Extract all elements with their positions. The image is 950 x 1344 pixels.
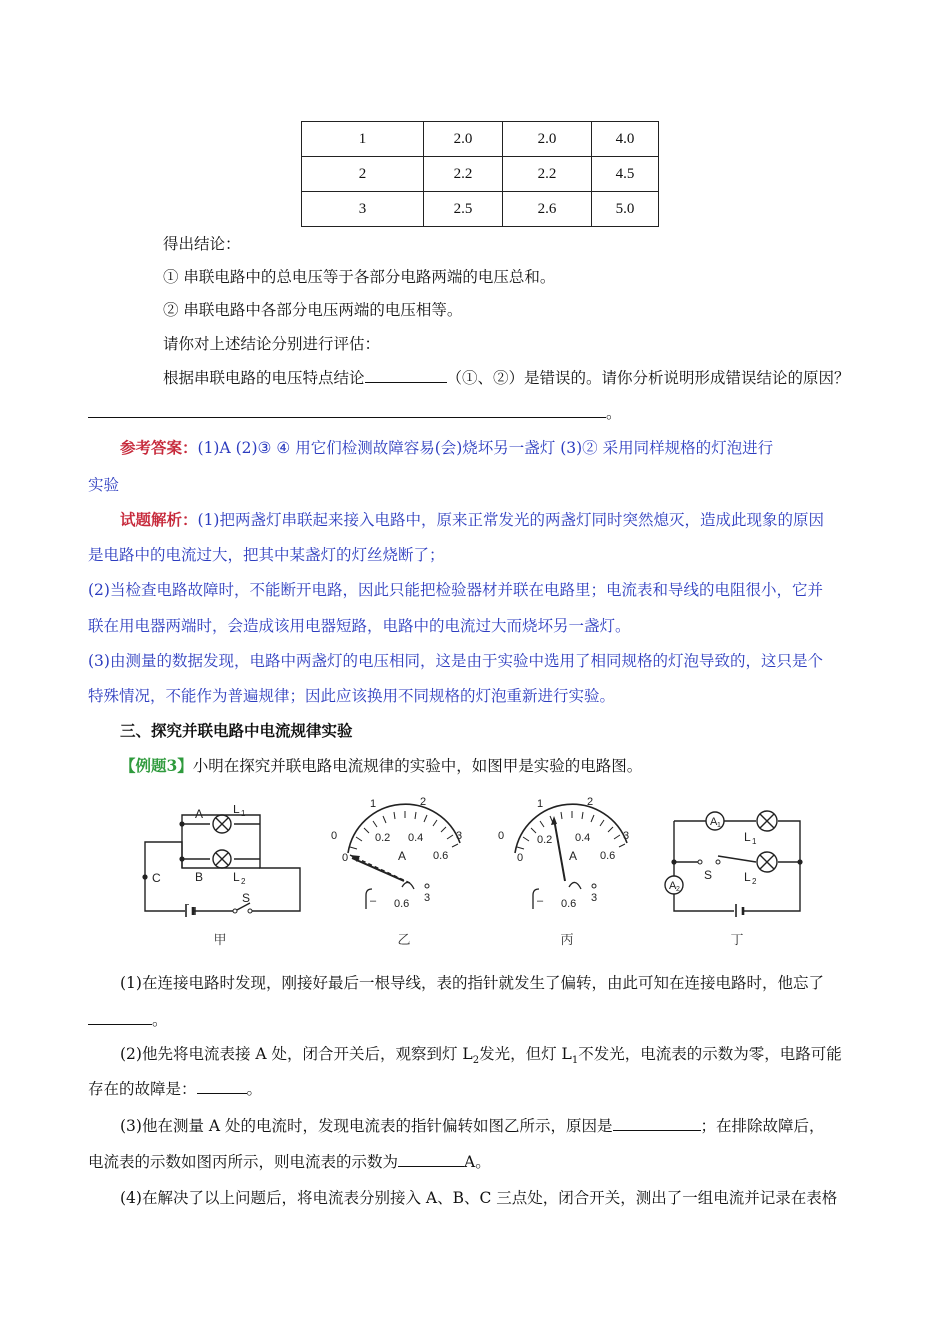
question-3	[120, 1115, 825, 1137]
question-1-cont	[88, 1009, 168, 1031]
question-text: （①、②）是错误的。请你分析说明形成错误结论的原因？	[446, 369, 850, 387]
table-cell: 2.0	[424, 122, 503, 157]
question-text: 根据串联电路的电压特点结论	[163, 369, 365, 387]
scale-label: 0	[498, 830, 505, 842]
scale-label: 3	[623, 830, 630, 842]
scale-label: 0	[342, 852, 349, 864]
needle-icon	[554, 819, 565, 881]
lamp-l2-sub: 2	[241, 877, 246, 886]
question-2-cont	[88, 1078, 262, 1100]
table-row	[302, 192, 659, 227]
table-cell: 4.5	[592, 157, 659, 192]
analysis-text: (1)把两盏灯串联起来接入电路中，原来正常发光的两盏灯同时突然熄灭，造成此现象的原因	[197, 511, 824, 529]
terminal-label: 0.6	[394, 898, 410, 910]
conclusion-1: ① 串联电路中的总电压等于各部分电路两端的电压总和。	[163, 268, 556, 286]
answer-blank[interactable]	[398, 1152, 464, 1167]
ammeter-bing	[495, 797, 635, 913]
scale-label: 2	[420, 797, 427, 808]
table-cell: 5.0	[592, 192, 659, 227]
evaluation-prompt: 请你对上述结论分别进行评估：	[163, 335, 381, 353]
question-text: A。	[464, 1153, 491, 1171]
ammeter-a2-sub: 2	[676, 886, 680, 893]
analysis-line-4: 联在用电器两端时，会造成该用电器短路，电路中的电流过大而烧坏另一盏灯。	[88, 617, 631, 635]
answer-text-cont: 实验	[88, 476, 120, 494]
section-title: 三、探究并联电路中电流规律实验	[120, 721, 353, 740]
scale-label: 1	[537, 798, 544, 810]
table-cell: 2	[302, 157, 424, 192]
ammeter-a1-sub: 1	[717, 822, 721, 829]
point-b-label: B	[195, 870, 204, 884]
table-cell: 2.5	[424, 192, 503, 227]
question-text: 不发光，电流表的示数为零，电路可能	[578, 1045, 842, 1063]
question-2	[120, 1043, 842, 1072]
scale-label: 3	[456, 830, 463, 842]
example-tag: 【例题3】	[120, 756, 193, 775]
table-cell: 3	[302, 192, 424, 227]
lamp-l2-sub: 2	[752, 877, 757, 886]
point-a-label: A	[195, 807, 204, 821]
conclusion-2: ② 串联电路中各部分电压两端的电压相等。	[163, 301, 463, 319]
wire	[182, 815, 300, 911]
scale-label: 0.4	[575, 832, 591, 844]
unit-label: A	[398, 849, 407, 863]
circuit-diagram-ding	[660, 805, 808, 917]
lamp-l1-sub: 1	[241, 809, 246, 818]
terminal-label: 0.6	[561, 898, 577, 910]
analysis-label: 试题解析：	[120, 510, 198, 529]
table-cell: 2.0	[503, 122, 592, 157]
lamp-l2-label: L	[233, 870, 240, 884]
question-text: 发光，但灯 L	[479, 1045, 572, 1063]
table-cell: 4.0	[592, 122, 659, 157]
table-cell: 2.2	[503, 157, 592, 192]
table-cell: 2.2	[424, 157, 503, 192]
voltage-table	[301, 121, 659, 227]
answer-blank[interactable]	[613, 1116, 701, 1131]
question-3-cont	[88, 1151, 491, 1173]
example-text: 小明在探究并联电路电流规律的实验中，如图甲是实验的电路图。	[192, 757, 643, 775]
scale-label: 0	[331, 830, 338, 842]
table-row	[302, 157, 659, 192]
switch-label: S	[704, 868, 713, 882]
scale-label: 2	[587, 797, 594, 808]
subscript: 1	[571, 1055, 579, 1067]
question-text: 电流表的示数如图丙所示，则电流表的示数为	[88, 1153, 399, 1171]
analysis-line-2: 是电路中的电流过大，把其中某盏灯的灯丝烧断了；	[88, 546, 445, 564]
end-mark: 。	[606, 404, 622, 422]
needle-icon	[352, 858, 404, 881]
scale-label: 0.2	[375, 832, 391, 844]
subscript: 2	[472, 1055, 480, 1067]
figure-label-ding: 丁	[730, 933, 744, 948]
table-cell: 1	[302, 122, 424, 157]
lamp-l1-label: L	[233, 805, 240, 816]
switch-icon	[716, 860, 720, 864]
lamp-l1-sub: 1	[752, 837, 757, 846]
table-row	[302, 122, 659, 157]
answer-blank[interactable]	[88, 403, 606, 418]
question-text: (3)他在测量 A 处的电流时，发现电流表的指针偏转如图乙所示，原因是	[120, 1117, 613, 1135]
ammeter-a2-label: A	[669, 880, 677, 892]
terminal-label: 3	[424, 892, 431, 904]
figure-label-jia: 甲	[213, 933, 227, 948]
lamp-l2-label: L	[744, 870, 751, 884]
question-text: (2)他先将电流表接 A 处，闭合开关后，观察到灯 L	[120, 1045, 473, 1063]
answer-blank[interactable]	[197, 1079, 247, 1094]
question-4: (4)在解决了以上问题后，将电流表分别接入 A、B、C 三点处，闭合开关，测出了一组电流并记录在表格	[120, 1189, 838, 1207]
wire	[674, 821, 736, 911]
terminal-label: –	[370, 895, 377, 907]
end-mark: 。	[246, 1080, 263, 1098]
scale-label: 0.2	[537, 834, 553, 846]
analysis-line-3: (2)当检查电路故障时，不能断开电路，因此只能把检验器材并联在电路里；电流表和导线的电阻很小，它并	[88, 581, 823, 599]
answer-text: (1)A (2)③ ④ 用它们检测故障容易(会)烧坏另一盏灯 (3)② 采用同样规格的灯泡进行	[197, 439, 774, 457]
circuit-diagram-jia	[140, 805, 308, 917]
point-c-label: C	[152, 871, 161, 885]
conclusion-heading: 得出结论：	[163, 235, 241, 253]
analysis-line-5: (3)由测量的数据发现，电路中两盏灯的电压相同，这是由于实验中选用了相同规格的灯泡导致的，这只是个	[88, 652, 823, 670]
scale-label: 0.4	[408, 832, 424, 844]
table-cell: 2.6	[503, 192, 592, 227]
end-mark: 。	[152, 1011, 168, 1029]
figure-label-yi: 乙	[397, 933, 411, 948]
evaluation-question	[163, 367, 850, 389]
reference-answer	[120, 437, 773, 459]
question-text: ；在排除故障后，	[700, 1117, 825, 1135]
analysis-line-6: 特殊情况，不能作为普遍规律；因此应该换用不同规格的灯泡重新进行实验。	[88, 687, 616, 705]
scale-label: 0	[517, 852, 524, 864]
scale-label: 1	[370, 798, 377, 810]
answer-blank[interactable]	[88, 1010, 152, 1025]
switch-label: S	[242, 891, 251, 905]
answer-blank[interactable]	[365, 368, 447, 383]
ammeter-yi	[328, 797, 468, 913]
figure-label-bing: 丙	[560, 933, 574, 948]
lamp-l1-label: L	[744, 830, 751, 844]
answer-label: 参考答案：	[120, 438, 198, 457]
terminal-label: 3	[591, 892, 598, 904]
question-1: (1)在连接电路时发现，刚接好最后一根导线，表的指针就发生了偏转，由此可知在连接电路时，他忘了	[120, 974, 824, 992]
example-intro	[120, 755, 642, 777]
terminal-label: –	[537, 895, 544, 907]
ammeter-a1-label: A	[710, 816, 718, 828]
reason-line	[88, 402, 622, 424]
scale-label: 0.6	[433, 850, 449, 862]
analysis-line-1	[120, 509, 824, 531]
scale-label: 0.6	[600, 850, 616, 862]
question-text: 存在的故障是：	[88, 1080, 197, 1098]
unit-label: A	[569, 849, 578, 863]
